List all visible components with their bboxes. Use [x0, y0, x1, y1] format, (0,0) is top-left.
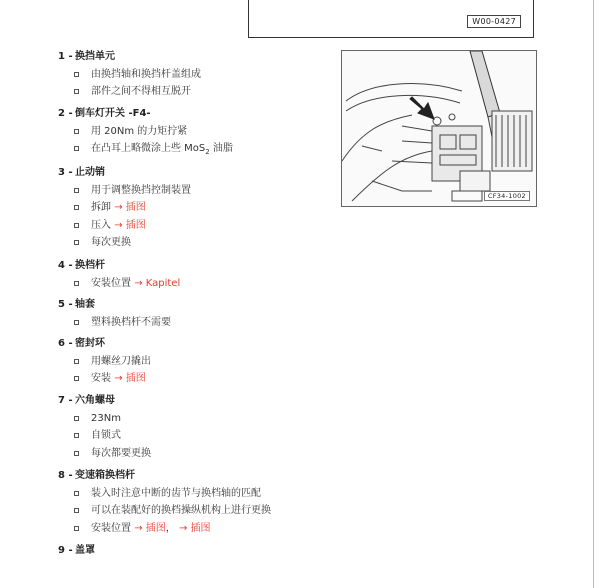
- item-2: [58, 108, 233, 158]
- item-7: [58, 395, 151, 460]
- item-9: [58, 545, 95, 557]
- item-5: [58, 299, 171, 329]
- checkbox-bullet-icon: [74, 188, 79, 193]
- item-4: [58, 260, 180, 290]
- figure-link[interactable]: → 插图: [134, 522, 166, 534]
- list-item: 由换挡轴和换挡杆盖组成: [58, 69, 201, 81]
- list-item: 每次都要更换: [58, 448, 151, 460]
- checkbox-bullet-icon: [74, 223, 79, 228]
- figure-link[interactable]: → 插图: [114, 219, 146, 231]
- figure-link[interactable]: → 插图: [114, 202, 146, 214]
- checkbox-bullet-icon: [74, 451, 79, 456]
- checkbox-bullet-icon: [74, 240, 79, 245]
- item-title: 5 - 轴套: [58, 299, 95, 310]
- top-figure-frame: [248, 0, 534, 38]
- list-item: 用螺丝刀撬出: [58, 356, 151, 368]
- list-item: 塑料换档杆不需要: [58, 317, 171, 329]
- side-figure-label: CF34-1002: [484, 191, 530, 201]
- list-item: 压入 → 插图: [58, 220, 191, 232]
- list-item: 可以在装配好的换档操纵机构上进行更换: [58, 505, 271, 517]
- item-title: 3 - 止动销: [58, 167, 105, 178]
- checkbox-bullet-icon: [74, 359, 79, 364]
- item-title: 6 - 密封环: [58, 338, 105, 349]
- checkbox-bullet-icon: [74, 72, 79, 77]
- item-1: [58, 51, 201, 98]
- list-item: 安装位置 → Kapitel: [58, 278, 180, 290]
- checkbox-bullet-icon: [74, 129, 79, 134]
- figure-link[interactable]: → 插图: [178, 522, 211, 534]
- list-item: 安装位置 → 插图， → 插图: [58, 523, 271, 535]
- checkbox-bullet-icon: [74, 416, 79, 421]
- list-item: 每次更换: [58, 237, 191, 249]
- item-title: 8 - 变速箱换档杆: [58, 470, 135, 481]
- checkbox-bullet-icon: [74, 526, 79, 531]
- checkbox-bullet-icon: [74, 89, 79, 94]
- item-title: 4 - 换档杆: [58, 260, 105, 271]
- top-figure-label: W00-0427: [467, 15, 521, 28]
- checkbox-bullet-icon: [74, 508, 79, 513]
- list-item: 用于调整换挡控制装置: [58, 185, 191, 197]
- list-item: 安装 → 插图: [58, 373, 151, 385]
- figure-link[interactable]: → 插图: [114, 373, 146, 385]
- list-item: 在凸耳上略微涂上些 MoS$_2$ 油脂: [58, 143, 233, 158]
- list-item: 装入时注意中断的齿节与换档轴的匹配: [58, 488, 271, 500]
- item-3: [58, 167, 191, 249]
- checkbox-bullet-icon: [74, 320, 79, 325]
- list-item: 23Nm: [58, 413, 151, 425]
- item-title: 9 - 盖罩: [58, 545, 95, 556]
- list-item: 用 20Nm 的力矩拧紧: [58, 126, 233, 138]
- item-title: 7 - 六角螺母: [58, 395, 115, 406]
- item-6: [58, 338, 151, 385]
- checkbox-bullet-icon: [74, 281, 79, 286]
- list-item: 部件之间不得相互脱开: [58, 86, 201, 98]
- gearshift-drawing: [342, 51, 537, 207]
- checkbox-bullet-icon: [74, 146, 79, 151]
- list-item: 自锁式: [58, 430, 151, 442]
- checkbox-bullet-icon: [74, 433, 79, 438]
- item-title: 1 - 换挡单元: [58, 51, 115, 62]
- checkbox-bullet-icon: [74, 205, 79, 210]
- item-title: 2 - 倒车灯开关 -F4-: [58, 108, 151, 119]
- item-8: [58, 470, 271, 535]
- gearshift-illustration: [341, 50, 537, 207]
- chapter-link[interactable]: → Kapitel: [134, 277, 181, 289]
- list-item: 拆卸 → 插图: [58, 202, 191, 214]
- page-edge-line: [593, 0, 594, 588]
- checkbox-bullet-icon: [74, 376, 79, 381]
- checkbox-bullet-icon: [74, 491, 79, 496]
